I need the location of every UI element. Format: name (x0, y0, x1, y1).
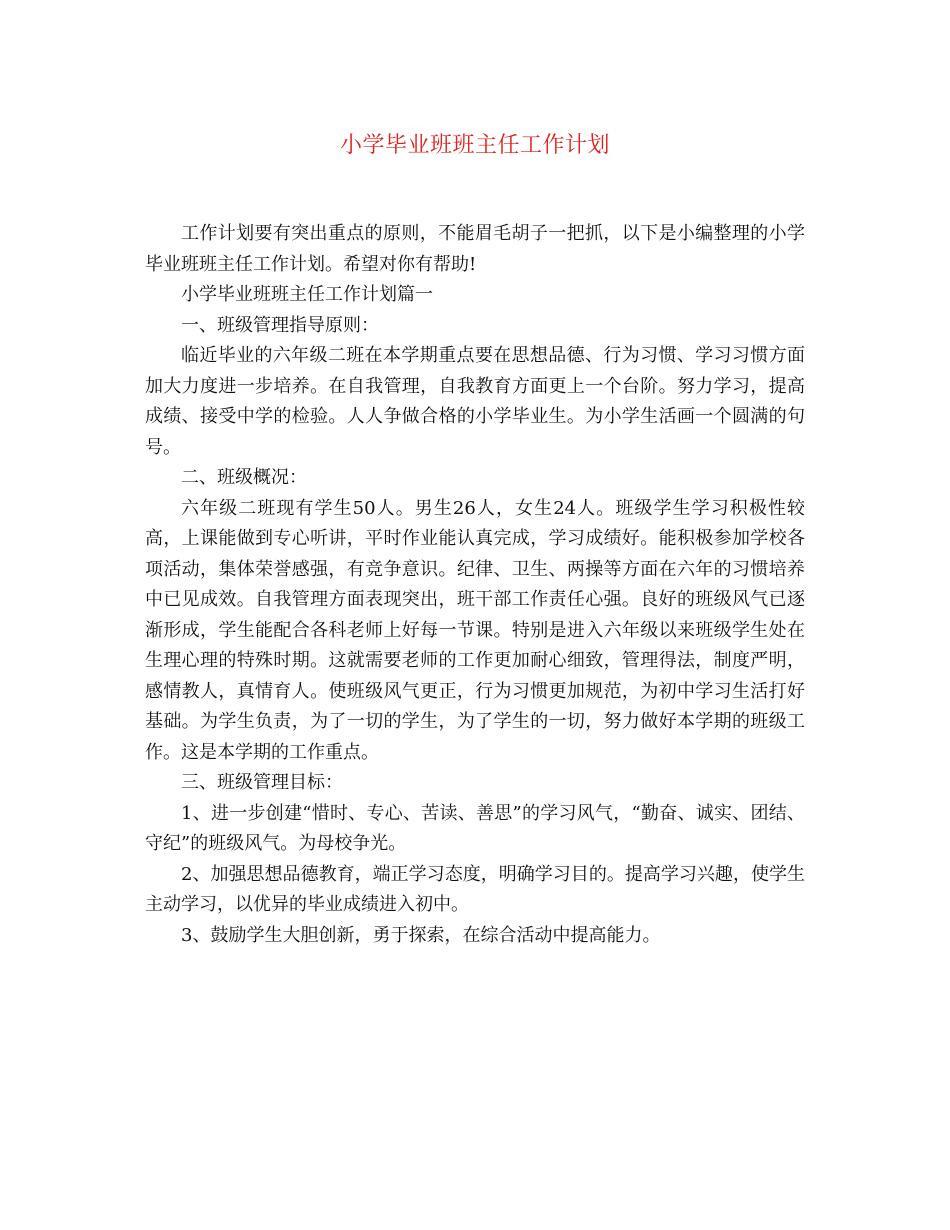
heading-guiding-principles: 一、班级管理指导原则： (181, 314, 379, 336)
document-title: 小学毕业班班主任工作计划 (339, 133, 610, 158)
heading-management-goals: 三、班级管理目标： (181, 772, 343, 793)
section-title-part-one: 小学毕业班班主任工作计划篇一 (181, 284, 433, 305)
paragraph-guiding-principles: 临近毕业的六年级二班在本学期重点要在思想品德、行为习惯、学习习惯方面加大力度进一步培养。在自我管理，自我教育方面更上一个台阶。努力学习，提高成绩、接受中学的检验。人人争做合格的小学毕业生。为小学生活画一个圆满的句号。 (145, 345, 805, 458)
goal-item-3: 3、鼓励学生大胆创新，勇于探索，在综合活动中提高能力。 (181, 924, 661, 946)
goal-item-2: 2、加强思想品德教育，端正学习态度，明确学习目的。提高学习兴趣，使学生主动学习，以优异的毕业成绩进入初中。 (145, 863, 805, 915)
heading-class-overview: 二、班级概况： (181, 467, 307, 488)
goal-item-1: 1、进一步创建“惜时、专心、苦读、善思”的学习风气，“勤奋、诚实、团结、守纪”的班级风气。为母校争光。 (145, 802, 805, 854)
document-body (145, 219, 805, 951)
paragraph-class-overview: 六年级二班现有学生50人。男生26人，女生24人。班级学生学习积极性较高，上课能做到专心听讲，平时作业能认真完成，学习成绩好。能积极参加学校各项活动，集体荣誉感强，有竞争意识。纪律、卫生、两操等方面在六年的习惯培养中已见成效。自我管理方面表现突出，班干部工作责任心强。良好的班级风气已逐渐形成，学生能配合各科老师上好每一节课。特别是进入六年级以来班级学生处在生理心理的特殊时期。这就需要老师的工作更加耐心细致，管理得法，制度严明，感情教人，真情育人。使班级风气更正，行为习惯更加规范，为初中学习生活打好基础。为学生负责，为了一切的学生，为了学生的一切，努力做好本学期的班级工作。这是本学期的工作重点。 (145, 497, 805, 763)
intro-paragraph: 工作计划要有突出重点的原则，不能眉毛胡子一把抓，以下是小编整理的小学毕业班班主任工作计划。希望对你有帮助! (145, 223, 805, 275)
